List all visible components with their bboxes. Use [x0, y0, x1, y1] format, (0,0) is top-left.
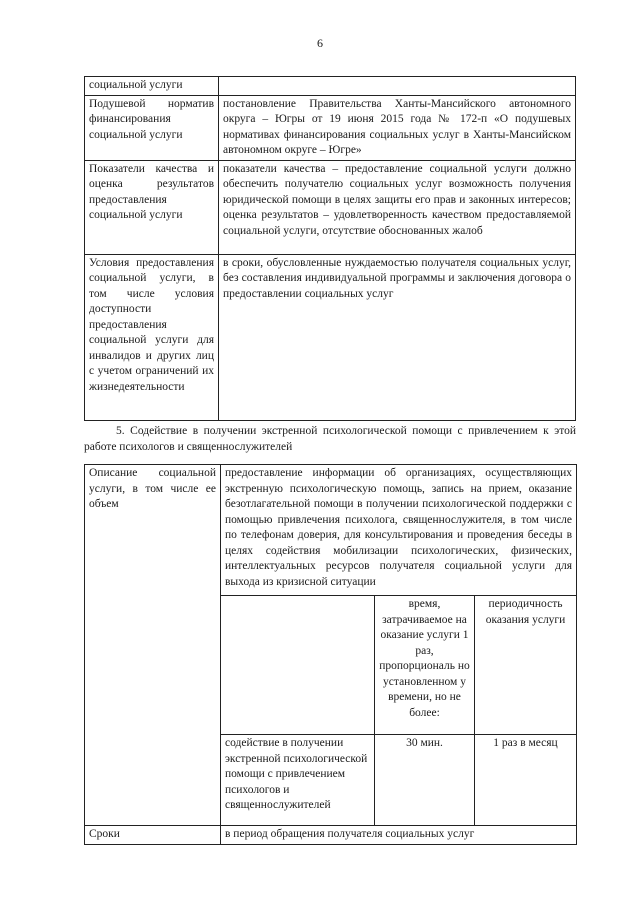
table-row	[85, 254, 576, 420]
service-frequency: 1 раз в месяц	[475, 735, 577, 826]
table-row	[85, 160, 576, 254]
table-row	[85, 77, 576, 96]
row-label: Условия предоставления социальной услуги, в том числе условия доступности предоставления социальной услуги для инвалидов и других лиц с учетом ограничений их жизнедеятельности	[85, 254, 219, 420]
service-5-table	[84, 464, 577, 845]
service-name: содействие в получении экстренной психологической помощи с привлечением психологов и священнослужителей	[221, 735, 375, 826]
row-value: постановление Правительства Ханты-Мансийского автономного округа – Югры от 19 июня 2015 года № 172-п «О подушевых нормативах финансирования социальных услуг в Ханты-Мансийском автономном округе – Югре»	[219, 95, 576, 160]
services-table-continued	[84, 76, 576, 421]
description-text: предоставление информации об организациях, осуществляющих экстренную психологическую помощь, запись на прием, оказание безотлагательной помощи в получении психологической поддержки с помощью привлечения психолога, священнослужителя, в том числе по телефонам доверия, для консультирования и проведения беседы в целях содействия мобилизации психологических, физических, интеллектуальных ресурсов получателя социальной услуги для выхода из кризисной ситуации	[221, 465, 577, 596]
section-heading: 5. Содействие в получении экстренной психологической помощи с привлечением к этой работе психологов и священнослужителей	[84, 425, 576, 453]
row-label: социальной услуги	[85, 77, 219, 96]
table-row	[85, 826, 577, 845]
service-time: 30 мин.	[375, 735, 475, 826]
row-value	[219, 77, 576, 96]
row-value: в сроки, обусловленные нуждаемостью получателя социальных услуг, без составления индивидуальной программы и заключения договора о предоставлении социальных услуг	[219, 254, 576, 420]
row-value: показатели качества – предоставление социальной услуги должно обеспечить получателю социальных услуг возможность получения юридической помощи в целях защиты его прав и законных интересов; оценка результатов – удовлетворенность качеством предоставляемой социальной услуги, отсутствие обоснованных жалоб	[219, 160, 576, 254]
description-label: Описание социальной услуги, в том числе ее объем	[85, 465, 221, 826]
terms-value: в период обращения получателя социальных услуг	[221, 826, 577, 845]
time-column-header: время, затрачиваемое на оказание услуги 1 раз, пропорциональ но установленном у времени, но не более:	[375, 596, 475, 735]
table-row	[85, 465, 577, 596]
terms-label: Сроки	[85, 826, 221, 845]
table-row	[85, 95, 576, 160]
frequency-column-header: периодичность оказания услуги	[475, 596, 577, 735]
row-label: Показатели качества и оценка результатов предоставления социальной услуги	[85, 160, 219, 254]
row-label: Подушевой норматив финансирования социальной услуги	[85, 95, 219, 160]
page-number: 6	[317, 36, 323, 50]
header-empty-cell	[221, 596, 375, 735]
